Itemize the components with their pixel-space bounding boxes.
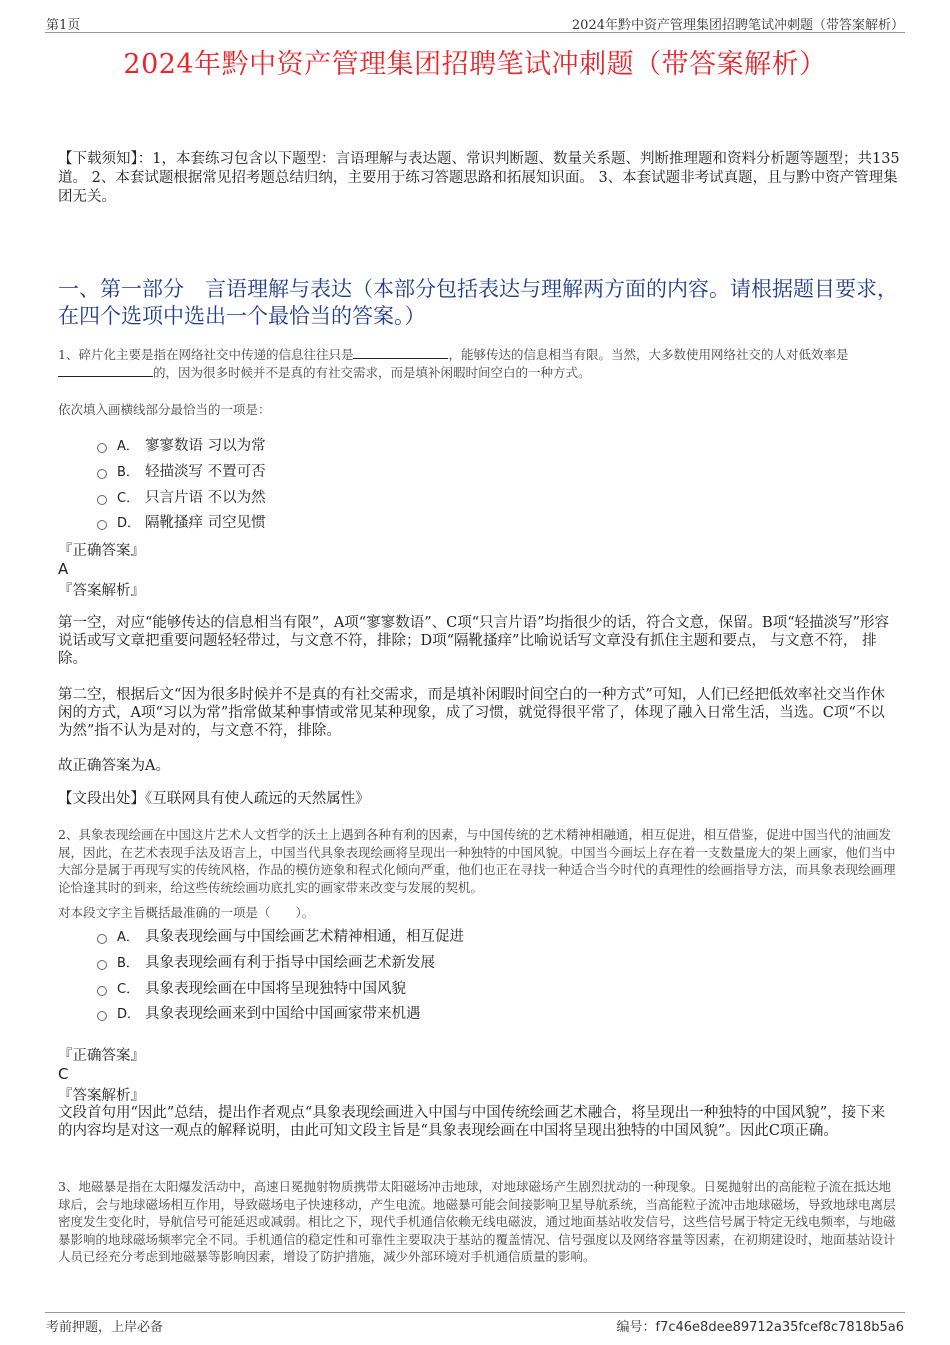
radio-icon[interactable] xyxy=(97,443,107,453)
blank-2 xyxy=(58,364,153,377)
radio-icon[interactable] xyxy=(97,986,107,996)
q2-answer: C xyxy=(58,1065,69,1083)
q1-conclusion: 故正确答案为A。 xyxy=(58,758,170,774)
question-1-stem: 1、碎片化主要是指在网络社交中传递的信息往往只是 ，能够传达的信息相当有限。当然，大多数使用网络社交的人对低效率是的，因为很多时候并不是真的有社交需求，而是填补闲暇时间空白的一种方式。 xyxy=(58,347,849,380)
download-notice: 【下载须知】：1，本套练习包含以下题型：言语理解与表达题、常识判断题、数量关系题、判断推理题和资料分析题等题型；共135道。 2、本套试题根据常见招考题总结归纳，主要用于练习答题思路和拓展知识面。 3、本套试题非考试真题，且与黔中资产管理集团无关。 xyxy=(58,151,900,205)
section-title: 一、第一部分 言语理解与表达（本部分包括表达与理解两方面的内容。请根据题目要求，在四个选项中选出一个最恰当的答案。） xyxy=(58,277,898,328)
q1-option-c[interactable]: C． 只言片语 不以为然 xyxy=(97,488,266,509)
document-title: 2024年黔中资产管理集团招聘笔试冲刺题（带答案解析） xyxy=(123,49,827,80)
q2-option-d[interactable]: D． 具象表现绘画来到中国给中国画家带来机遇 xyxy=(97,1004,421,1025)
document-code: 编号：f7c46e8dee89712a35fcef8c7818b5a6 xyxy=(616,1320,904,1335)
blank-1 xyxy=(353,346,448,359)
header-divider xyxy=(45,32,905,33)
q1-option-a[interactable]: A． 寥寥数语 习以为常 xyxy=(97,436,266,457)
footer-divider xyxy=(45,1312,905,1313)
footer-slogan: 考前押题，上岸必备 xyxy=(46,1320,164,1335)
q1-answer-label: 『正确答案』 xyxy=(58,543,145,559)
q1-analysis-paragraph-2: 第二空，根据后文“因为很多时候并不是真的有社交需求，而是填补闲暇时间空白的一种方式”可知，人们已经把低效率社交当作休闲的方式，A项“习以为常”指常做某种事情或常见某种现象，成了习惯，就觉得很平常了，体现了融入日常生活，当选。C项“不以为然”指不认为是对的，与文意不符，排除。 xyxy=(58,687,885,739)
radio-icon[interactable] xyxy=(97,1011,107,1021)
question-2-prompt: 对本段文字主旨概括最准确的一项是（ ）。 xyxy=(58,905,315,920)
running-title: 2024年黔中资产管理集团招聘笔试冲刺题（带答案解析） xyxy=(571,18,904,33)
q1-source: 【文段出处】《互联网具有使人疏远的天然属性》 xyxy=(58,791,370,807)
radio-icon[interactable] xyxy=(97,934,107,944)
q2-analysis-label: 『答案解析』 xyxy=(58,1088,145,1104)
question-3-stem: 3、地磁暴是指在太阳爆发活动中，高速日冕抛射物质携带太阳磁场冲击地球，对地球磁场产生剧烈扰动的一种现象。日冕抛射出的高能粒子流在抵达地球后，会与地球磁场相互作用，导致磁场电子快速移动，产生电流。地磁暴可能会间接影响卫星导航系统，当高能粒子流冲击地球磁场，导致地球电离层密度发生变化时，导航信号可能延迟或减弱。相比之下，现代手机通信依赖无线电磁波，通过地面基站收发信号，这些信号属于特定无线电频率，与地磁暴影响的地球磁场频率完全不同。手机通信的稳定性和可靠性主要取决于基站的覆盖情况、信号强度以及网络容量等因素，在初期建设时，地面基站设计人员已经充分考虑到地磁暴等影响因素，增设了防护措施，减少外部环境对手机通信质量的影响。 xyxy=(58,1179,896,1264)
radio-icon[interactable] xyxy=(97,469,107,479)
q2-option-c[interactable]: C． 具象表现绘画在中国将呈现独特中国风貌 xyxy=(97,979,406,1000)
page-number: 第1页 xyxy=(46,18,81,33)
radio-icon[interactable] xyxy=(97,495,107,505)
q2-analysis: 文段首句用“因此”总结，提出作者观点“具象表现绘画进入中国与中国传统绘画艺术融合，将呈现出一种独特的中国风貌”，接下来的内容均是对这一观点的解释说明，由此可知文段主旨是“具象表现绘画在中国将呈现出独特的中国风貌”。因此C项正确。 xyxy=(58,1105,886,1139)
q1-analysis-paragraph-1: 第一空，对应“能够传达的信息相当有限”，A项“寥寥数语”、C项“只言片语”均指很少的话，符合文意，保留。B项“轻描淡写”形容说话或写文章把重要问题轻轻带过，与文意不符，排除；D项“隔靴搔痒”比喻说话写文章没有抓住主题和要点， 与文意不符， 排除。 xyxy=(58,615,890,667)
q2-option-a[interactable]: A． 具象表现绘画与中国绘画艺术精神相通，相互促进 xyxy=(97,927,464,948)
q1-answer: A xyxy=(58,560,69,578)
radio-icon[interactable] xyxy=(97,520,107,530)
q1-option-d[interactable]: D． 隔靴搔痒 司空见惯 xyxy=(97,513,266,534)
radio-icon[interactable] xyxy=(97,960,107,970)
question-2-stem: 2、具象表现绘画在中国这片艺术人文哲学的沃土上遇到各种有利的因素，与中国传统的艺术精神相融通，相互促进，相互借鉴，促进中国当代的油画发展，因此，在艺术表现手法及语言上，中国当代具象表现绘画将呈现出一种独特的中国风貌。中国当今画坛上存在着一支数量庞大的架上画家，他们当中大部分是属于再现写实的传统风格，作品的模仿迹象和程式化倾向严重，他们也正在寻找一种适合当今时代的真理性的绘画指导方法，而具象表现绘画理论恰逢其时的到来，给这些传统绘画功底扎实的画家带来改变与发展的契机。 xyxy=(58,827,896,895)
question-1-instruction: 依次填入画横线部分最恰当的一项是： xyxy=(58,402,271,417)
q2-option-b[interactable]: B． 具象表现绘画有利于指导中国绘画艺术新发展 xyxy=(97,953,435,974)
q2-answer-label: 『正确答案』 xyxy=(58,1048,145,1064)
q1-option-b[interactable]: B． 轻描淡写 不置可否 xyxy=(97,462,266,483)
q1-analysis-label: 『答案解析』 xyxy=(58,583,145,599)
